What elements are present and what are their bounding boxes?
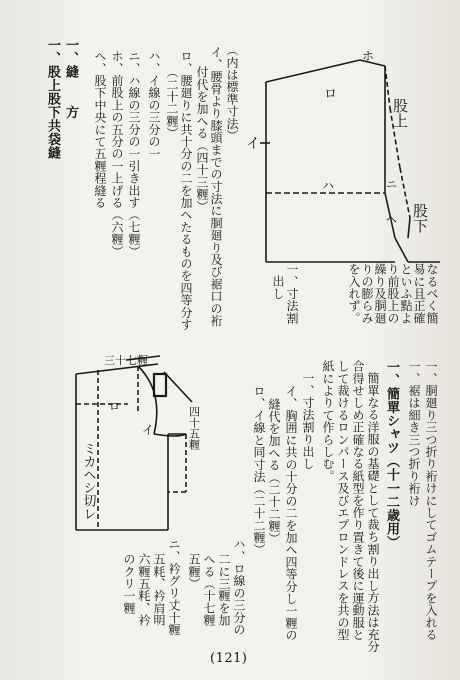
rule-line: ヘ、股下中央にて五糎程縫る [93, 50, 107, 209]
instruction-line: 一、胴廻り三つ折り裄けにしてゴムテープを入れる [424, 360, 438, 641]
section-title: 一、簡單シャツ（十一二歳用） [384, 360, 399, 549]
text-column: を入れず。 [347, 263, 361, 324]
label-i: イ [246, 136, 260, 152]
label-top-dim: 三十七糎 [104, 354, 148, 367]
label-mata-shita: 股下 [411, 203, 429, 233]
paragraph-line: して裁けるロンパース及びエプロンドレスを共の型 [336, 360, 350, 641]
label-ha: ハ [322, 179, 335, 193]
rule-line: イ、腰骨より膝頭までの寸法に胴廻り及び裾口の裄 [209, 46, 223, 327]
paragraph-line: 紙によりて作らしむ。 [321, 360, 335, 482]
rule-line: 五糎） [187, 553, 201, 590]
rule-line: ホ、前股上の五分の一上げる（六糎） [110, 50, 124, 258]
rule-line: ロ、イ線と同寸法（二十二糎） [252, 385, 266, 556]
rule-line: 五粍、衿肩明 [152, 553, 166, 627]
rule-line: ニ、衿グリ丈十糎 [167, 538, 181, 636]
crotch-dashed-line [400, 168, 410, 218]
label-cut: ミカヘシ切レ [80, 442, 96, 520]
shirt-pattern-figure [68, 342, 230, 532]
rule-line: 縫代を加へる（二十二糎） [267, 398, 281, 545]
dimension-line [164, 372, 192, 402]
text-column: り前股上の [386, 263, 400, 324]
section-heading: 一、縫 方 [63, 38, 78, 119]
label-ro: ロ [107, 400, 121, 412]
text-column: なるべく簡 [425, 263, 439, 324]
top-edge-line [266, 60, 360, 82]
label-ni: ニ [386, 178, 397, 191]
text-column: 出し [271, 275, 285, 300]
subsection-heading: 一、寸法割り出し [301, 372, 315, 470]
rule-title: （内は標準寸法） [225, 44, 239, 142]
collar-block [154, 374, 166, 396]
text-column: 繰り及胴廻 [373, 263, 387, 324]
label-mata-ue: 股上 [391, 98, 409, 128]
rule-line: イ、胸囲に共の十分の二を加へ四等分し一糎の [284, 385, 298, 642]
rule-line: （二十二糎） [165, 66, 179, 140]
rule-line: 付代を加へる（四十三糎） [195, 66, 209, 213]
rule-line: ハ、イ線の三分の一 [147, 50, 161, 160]
crotch-line [408, 218, 410, 238]
trouser-pattern-figure [240, 38, 455, 263]
text-column: 易に且正確 [412, 263, 426, 324]
text-column: 一、寸法割 [285, 263, 299, 324]
inseam-line [395, 238, 408, 262]
rule-line: ロ、腰廻りに共十分の二を加へたるものを四等分す [179, 50, 193, 331]
paragraph-line: 簡單なる洋服の基礎として裁ち割り出し方法は充分 [366, 372, 380, 653]
rule-line: のクリ一糎 [122, 553, 136, 614]
text-column: といふ點よ [399, 263, 413, 324]
rule-line: ハ、ロ線の三分の [232, 538, 246, 636]
label-ho: ホ [362, 49, 375, 63]
instruction-line: 一、裾は細き三つ折り裄け [407, 360, 421, 507]
rule-line: ニ、ハ線の三分の一引き出す（七糎） [127, 50, 141, 258]
section-heading: 一、股上股下共袋縫 [45, 38, 60, 160]
rule-line: 二に三糎を加 [217, 553, 231, 627]
rule-line: へる（十七糎 [202, 553, 216, 627]
label-i: イ [142, 423, 155, 437]
page-number: (121) [210, 651, 248, 666]
rule-line: 六糎五粍、衿 [137, 553, 151, 627]
label-he: ヘ [386, 213, 397, 226]
paragraph-line: 合得せしめ正確なる紙型を作り置きて後に運動服と [351, 360, 365, 641]
label-side-dim: 四十五糎 [187, 406, 201, 450]
label-ro: ロ [324, 87, 338, 102]
text-column: りの膨らみ [360, 263, 374, 324]
